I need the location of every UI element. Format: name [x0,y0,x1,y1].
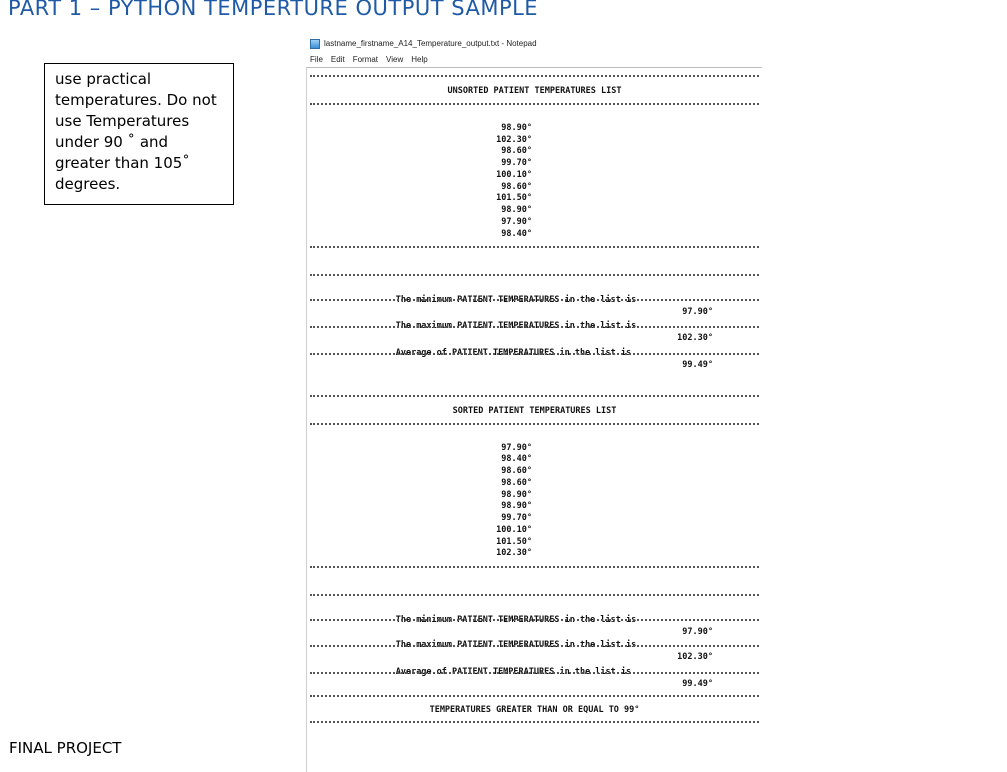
separator-line [310,395,759,397]
separator-line [310,326,759,328]
menu-format[interactable]: Format [352,55,379,64]
menu-edit[interactable]: Edit [330,55,345,64]
separator-line [310,353,759,355]
sorted-value: 102.30° [496,548,532,558]
unsorted-title: UNSORTED PATIENT TEMPERATURES LIST [447,86,622,96]
avg-value: 99.49° [682,360,713,370]
notepad-text-area[interactable] [306,67,762,772]
max-value: 102.30° [677,652,713,662]
notepad-title: lastname_firstname_A14_Temperature_output.txt - Notepad [324,39,537,48]
max-label: The maximum PATIENT TEMPERATURES in the list is [395,321,637,331]
avg-label: Average of PATIENT TEMPERATURES in the list is [395,348,632,358]
menu-view[interactable]: View [386,55,404,64]
separator-line [310,672,759,674]
unsorted-value: 97.90° [501,217,532,227]
menu-file[interactable]: File [310,55,323,64]
avg-value: 99.49° [682,679,713,689]
note-box: use practical temperatures. Do not use Temperatures under 90 ˚ and greater than 105˚ degrees. [44,63,234,205]
min-label: The minimum PATIENT TEMPERATURES in the list is [395,295,637,305]
unsorted-value: 102.30° [496,135,532,145]
notepad-window [306,35,762,772]
sorted-value: 98.40° [501,454,532,464]
max-label: The maximum PATIENT TEMPERATURES in the list is [395,640,637,650]
separator-line [310,246,759,248]
avg-label: Average of PATIENT TEMPERATURES in the list is [395,667,632,677]
separator-line [310,423,759,425]
min-value: 97.90° [682,307,713,317]
separator-line [310,566,759,568]
menu-help[interactable]: Help [411,55,428,64]
unsorted-value: 99.70° [501,158,532,168]
min-label: The minimum PATIENT TEMPERATURES in the list is [395,615,637,625]
greater-title: TEMPERATURES GREATER THAN OR EQUAL TO 99° [429,705,640,715]
page-heading: PART 1 – PYTHON TEMPERTURE OUTPUT SAMPLE [8,0,539,20]
separator-line [310,103,759,105]
sorted-value: 100.10° [496,525,532,535]
separator-line [310,299,759,301]
separator-line [310,695,759,697]
separator-line [310,645,759,647]
sorted-value: 98.60° [501,466,532,476]
max-value: 102.30° [677,333,713,343]
unsorted-value: 101.50° [496,193,532,203]
sorted-value: 101.50° [496,537,532,547]
unsorted-value: 98.60° [501,182,532,192]
notepad-icon [310,39,320,49]
footer-label: FINAL PROJECT [9,739,122,757]
unsorted-value: 98.90° [501,205,532,215]
sorted-title: SORTED PATIENT TEMPERATURES LIST [452,406,617,416]
sorted-value: 98.90° [501,501,532,511]
unsorted-value: 98.90° [501,123,532,133]
unsorted-value: 100.10° [496,170,532,180]
separator-line [310,721,759,723]
sorted-value: 98.90° [501,490,532,500]
sorted-value: 97.90° [501,443,532,453]
notepad-titlebar [306,35,762,52]
sorted-value: 98.60° [501,478,532,488]
unsorted-value: 98.60° [501,146,532,156]
unsorted-value: 98.40° [501,229,532,239]
separator-line [310,274,759,276]
min-value: 97.90° [682,627,713,637]
separator-line [310,619,759,621]
sorted-value: 99.70° [501,513,532,523]
separator-line [310,75,759,77]
separator-line [310,594,759,596]
notepad-menubar [306,52,762,67]
